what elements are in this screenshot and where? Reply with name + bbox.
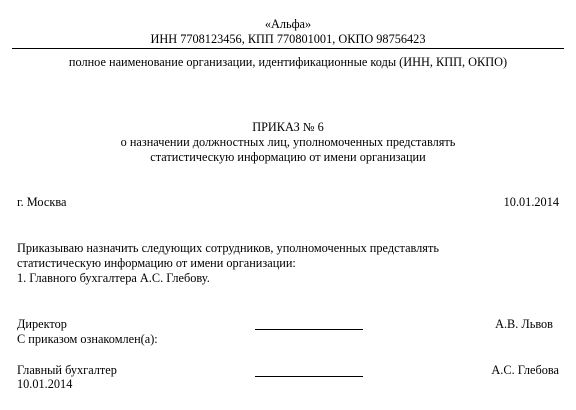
accountant-name: А.С. Глебова bbox=[491, 363, 559, 377]
order-body-line-1: Приказываю назначить следующих сотрудников, уполномоченных представлять bbox=[17, 241, 439, 255]
order-date: 10.01.2014 bbox=[503, 195, 559, 209]
acknowledged-date: 10.01.2014 bbox=[17, 377, 73, 391]
order-city: г. Москва bbox=[17, 195, 67, 209]
director-name: А.В. Львов bbox=[495, 317, 553, 331]
accountant-role: Главный бухгалтер bbox=[17, 363, 117, 377]
organization-name: «Альфа» bbox=[264, 17, 312, 31]
order-body-line-2: статистическую информацию от имени организации: bbox=[17, 256, 296, 270]
order-title: ПРИКАЗ № 6 bbox=[252, 120, 324, 134]
director-role: Директор bbox=[17, 317, 67, 331]
accountant-signature-line bbox=[255, 376, 363, 377]
order-subject-line-2: статистическую информацию от имени организации bbox=[150, 150, 426, 164]
director-signature-line bbox=[255, 329, 363, 330]
header-caption: полное наименование организации, идентификационные коды (ИНН, КПП, ОКПО) bbox=[68, 55, 508, 69]
order-subject-line-1: о назначении должностных лиц, уполномоченных представлять bbox=[120, 135, 456, 149]
acknowledged-label: С приказом ознакомлен(а): bbox=[17, 332, 158, 346]
header-underline bbox=[12, 48, 564, 49]
order-body-line-3: 1. Главного бухгалтера А.С. Глебову. bbox=[17, 271, 210, 285]
organization-codes: ИНН 7708123456, КПП 770801001, ОКПО 98756423 bbox=[150, 32, 426, 46]
